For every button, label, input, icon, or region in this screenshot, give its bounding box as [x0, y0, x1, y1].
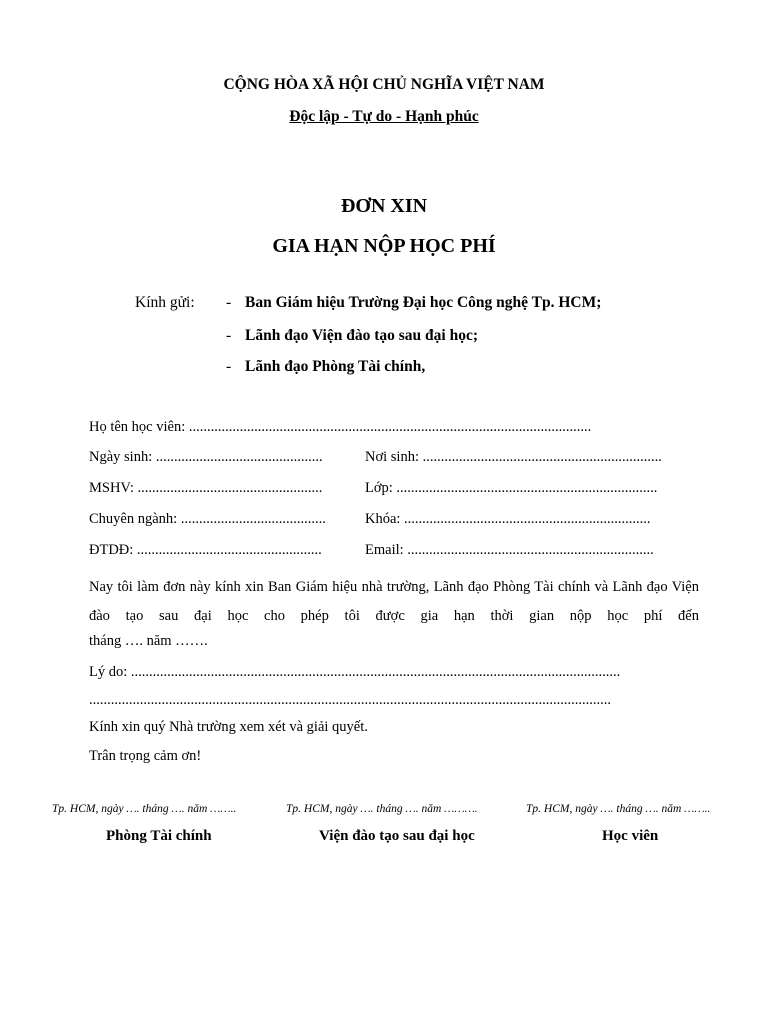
request-paragraph-end[interactable]: tháng …. năm ……. [89, 633, 208, 649]
signature-title-institute: Viện đào tạo sau đại học [319, 828, 475, 844]
signature-title-finance: Phòng Tài chính [106, 828, 212, 844]
document-title: ĐƠN XIN [340, 195, 428, 217]
dob-field[interactable]: Ngày sinh: .............................................. [89, 449, 323, 465]
recipient-item: - Lãnh đạo Phòng Tài chính, [226, 358, 426, 375]
course-field[interactable]: Khóa: .................................................................... [365, 511, 651, 527]
class-field[interactable]: Lớp: ........................................................................ [365, 480, 658, 496]
student-id-field[interactable]: MSHV: ................................................... [89, 480, 323, 496]
recipient-item: - Ban Giám hiệu Trường Đại học Công nghệ Tp. HCM; [226, 294, 602, 311]
closing-thanks: Trân trọng cảm ơn! [89, 748, 202, 764]
recipient-text: Lãnh đạo Viện đào tạo sau đại học; [245, 327, 478, 344]
reason-field[interactable]: Lý do: ....................................................................................................................................... [89, 664, 621, 680]
signature-date: Tp. HCM, ngày …. tháng …. năm …….. [52, 803, 237, 815]
phone-field[interactable]: ĐTDĐ: ................................................... [89, 542, 322, 558]
major-field[interactable]: Chuyên ngành: ........................................ [89, 511, 326, 527]
recipients-label: Kính gửi: [135, 294, 195, 311]
signature-date: Tp. HCM, ngày …. tháng …. năm ………. [286, 803, 478, 815]
closing-request: Kính xin quý Nhà trường xem xét và giải quyết. [89, 719, 368, 735]
document-subtitle: GIA HẠN NỘP HỌC PHÍ [272, 235, 496, 257]
reason-continuation[interactable]: ................................................................................................................................................ [89, 692, 611, 708]
birthplace-field[interactable]: Nơi sinh: .................................................................. [365, 449, 662, 465]
signature-date: Tp. HCM, ngày …. tháng …. năm …….. [526, 803, 711, 815]
recipient-item: - Lãnh đạo Viện đào tạo sau đại học; [226, 327, 478, 344]
motto: Độc lập - Tự do - Hạnh phúc [289, 108, 479, 125]
email-field[interactable]: Email: .................................................................... [365, 542, 654, 558]
fullname-field[interactable]: Họ tên học viên: ............................................................................................................... [89, 419, 592, 435]
request-paragraph: Nay tôi làm đơn này kính xin Ban Giám hiệu nhà trường, Lãnh đạo Phòng Tài chính và Lãnh đạo Viện đào tạo sau đại học cho phép tôi được gia hạn thời gian nộp học phí đến [89, 579, 699, 624]
signature-title-student: Học viên [602, 828, 659, 844]
nation-header: CỘNG HÒA XÃ HỘI CHỦ NGHĨA VIỆT NAM [223, 76, 545, 93]
recipient-text: Lãnh đạo Phòng Tài chính, [245, 358, 426, 375]
recipient-text: Ban Giám hiệu Trường Đại học Công nghệ Tp. HCM; [245, 294, 602, 311]
